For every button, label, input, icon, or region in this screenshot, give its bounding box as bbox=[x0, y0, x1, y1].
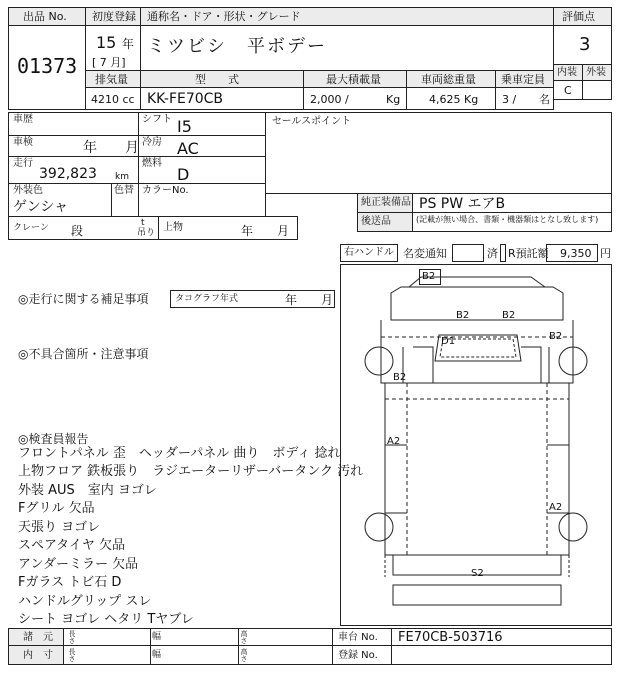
max-load-value: 2,000 / bbox=[310, 93, 349, 106]
model-label: 型 式 bbox=[195, 73, 239, 86]
tachograph-label: タコグラフ年式 bbox=[175, 294, 239, 304]
first-reg-year: 15 bbox=[96, 33, 117, 52]
fuel-cell bbox=[138, 156, 266, 184]
capacity-label: 乗車定員 bbox=[501, 73, 545, 86]
displacement-label-cell bbox=[85, 70, 141, 88]
recycle-value: 9,350 bbox=[560, 247, 592, 260]
dims-row bbox=[63, 628, 333, 646]
dims-label: 諸 元 bbox=[23, 632, 53, 643]
interior-dims-row bbox=[63, 645, 333, 665]
rhd-label: 右ハンドル bbox=[344, 247, 394, 258]
lot-number-cell bbox=[8, 25, 86, 110]
sales-point-label: セールスポイント bbox=[272, 116, 352, 127]
max-load-unit: Kg bbox=[386, 93, 401, 106]
gross-weight-label-cell bbox=[406, 70, 496, 88]
width-label: 幅 bbox=[152, 632, 162, 642]
color-cell bbox=[8, 183, 112, 217]
ac-label: 冷房 bbox=[142, 137, 162, 148]
crane-ton-unit: t bbox=[141, 218, 145, 228]
deposit-box bbox=[500, 244, 506, 262]
crane-stage: 段 bbox=[71, 224, 84, 238]
color-no-label: カラーNo. bbox=[142, 185, 189, 196]
shift-label: シフト bbox=[142, 114, 172, 125]
capacity-unit: 名 bbox=[539, 93, 550, 106]
shift-cell bbox=[138, 112, 266, 136]
equipment-cell bbox=[412, 193, 612, 213]
fuel-value: D bbox=[177, 165, 190, 184]
rhd-cell bbox=[340, 244, 398, 262]
damage-mark: B2 bbox=[456, 310, 470, 321]
shift-value: I5 bbox=[177, 117, 192, 136]
exterior-grade-label: 外装 bbox=[586, 67, 606, 78]
max-load-label-cell bbox=[303, 70, 407, 88]
inspection-label: 車検 bbox=[13, 137, 33, 148]
sales-point-cell bbox=[265, 112, 612, 194]
gross-weight-cell bbox=[406, 87, 496, 110]
capacity-cell bbox=[495, 87, 554, 110]
height-label: 高さ bbox=[240, 630, 248, 644]
equipment-label: 純正装備品 bbox=[361, 197, 411, 208]
lot-label: 出品 No. bbox=[23, 10, 67, 23]
inspector-report-label: ◎検査員報告 bbox=[18, 432, 89, 446]
tachograph-value: 年 月 bbox=[285, 293, 334, 307]
interior-grade-label-cell bbox=[553, 64, 583, 81]
first-reg-cell bbox=[85, 25, 141, 71]
color-value: ゲンシャ bbox=[13, 199, 69, 215]
color-code-cell bbox=[111, 183, 139, 217]
aftermarket-note: (記載が無い場合、書類・機器類はとなし致します) bbox=[416, 215, 599, 224]
report-line: シート ヨゴレ ヘタリ Tヤブレ bbox=[18, 612, 194, 627]
fuel-label: 燃料 bbox=[142, 158, 162, 169]
inspection-value: 年 月 bbox=[83, 140, 139, 156]
car-name-cell bbox=[140, 25, 554, 71]
crane-cell bbox=[8, 216, 159, 240]
color-label: 外装色 bbox=[13, 185, 43, 196]
damage-mark: B2 bbox=[549, 331, 563, 342]
registration-label-cell bbox=[332, 645, 392, 665]
chassis-label-cell bbox=[332, 628, 392, 646]
capacity-value: 3 / bbox=[502, 93, 517, 106]
first-reg-label-cell bbox=[85, 7, 141, 26]
score-label-cell bbox=[553, 7, 612, 26]
report-line: Fガラス トビ石 D bbox=[18, 575, 122, 590]
max-load-cell bbox=[303, 87, 407, 110]
max-load-label: 最大積載量 bbox=[326, 73, 381, 86]
deposit-label: 済 bbox=[487, 247, 498, 260]
first-reg-month: [ 7 月] bbox=[92, 56, 126, 69]
report-line: スペアタイヤ 欠品 bbox=[18, 538, 125, 553]
chassis-value: FE70CB-503716 bbox=[398, 630, 503, 645]
loading-label: 上物 bbox=[163, 222, 183, 233]
model-value: KK-FE70CB bbox=[147, 91, 224, 107]
damage-mark: S2 bbox=[471, 568, 484, 579]
ac-value: AC bbox=[177, 139, 199, 158]
recycle-label: R預託額 bbox=[508, 247, 549, 260]
width-label: 幅 bbox=[152, 650, 162, 660]
first-reg-label: 初度登録 bbox=[92, 10, 136, 23]
equipment-label-cell bbox=[357, 193, 413, 213]
interior-grade-cell bbox=[553, 80, 583, 100]
crane-label: クレーン bbox=[13, 223, 49, 233]
registration-cell bbox=[391, 645, 612, 665]
damage-mark: A2 bbox=[549, 502, 563, 513]
crane-lift-label: 吊り bbox=[137, 228, 156, 238]
dims-divider bbox=[238, 628, 239, 665]
capacity-label-cell bbox=[495, 70, 554, 88]
report-line: 外装 AUS 室内 ヨゴレ bbox=[18, 483, 157, 498]
registration-label: 登録 No. bbox=[338, 650, 378, 661]
color-code-label: 色替 bbox=[114, 185, 134, 196]
mileage-cell bbox=[8, 156, 139, 184]
aftermarket-cell bbox=[412, 212, 612, 232]
equipment-value: PS PW エアB bbox=[419, 196, 506, 212]
history-cell bbox=[8, 112, 139, 136]
report-line: ハンドルグリップ スレ bbox=[18, 594, 152, 609]
score-label: 評価点 bbox=[562, 10, 595, 23]
driving-notes-label: ◎走行に関する補足事項 bbox=[18, 292, 149, 306]
inspection-cell bbox=[8, 135, 139, 157]
dims-divider bbox=[150, 628, 151, 665]
damage-mark: B2 bbox=[502, 310, 516, 321]
damage-mark: A2 bbox=[387, 436, 401, 447]
score-cell bbox=[553, 25, 612, 65]
gross-weight-value: 4,625 Kg bbox=[429, 93, 479, 106]
mileage-label: 走行 bbox=[13, 158, 33, 169]
loading-date: 年 月 bbox=[241, 224, 290, 238]
chassis-label: 車台 No. bbox=[338, 632, 378, 643]
chassis-cell bbox=[391, 628, 612, 646]
exterior-grade-label-cell bbox=[582, 64, 612, 81]
lot-number: 01373 bbox=[17, 54, 78, 78]
model-label-cell bbox=[140, 70, 304, 88]
interior-grade-value: C bbox=[564, 84, 572, 97]
damage-mark: B2 bbox=[393, 372, 407, 383]
mileage-value: 392,823 bbox=[39, 166, 97, 182]
displacement-label: 排気量 bbox=[95, 73, 128, 86]
aftermarket-label-cell bbox=[357, 212, 413, 232]
defects-label: ◎不具合箇所・注意事項 bbox=[18, 347, 149, 361]
mileage-unit: km bbox=[115, 172, 129, 182]
report-line: 天張り ヨゴレ bbox=[18, 520, 101, 535]
interior-grade-label: 内装 bbox=[557, 67, 577, 78]
car-name-label-cell bbox=[140, 7, 554, 26]
report-line: 上物フロア 鉄板張り ラジエーターリザーバータンク 汚れ bbox=[18, 464, 364, 479]
exterior-grade-cell bbox=[582, 80, 612, 100]
gross-weight-label: 車両総重量 bbox=[421, 73, 476, 86]
model-cell bbox=[140, 87, 304, 110]
height-label: 高さ bbox=[240, 648, 248, 662]
ac-cell bbox=[138, 135, 266, 157]
length-label: 長さ bbox=[68, 630, 76, 644]
lot-label-cell bbox=[8, 7, 86, 26]
year-unit: 年 bbox=[122, 37, 135, 51]
damage-mark: B2 bbox=[422, 271, 436, 282]
recycle-cell bbox=[546, 244, 598, 262]
damage-mark: D1 bbox=[441, 336, 456, 347]
report-line: アンダーミラー 欠品 bbox=[18, 557, 139, 572]
interior-dims-label-cell bbox=[8, 645, 64, 665]
displacement-value: 4210 cc bbox=[91, 93, 135, 106]
history-label: 車歴 bbox=[13, 114, 33, 125]
report-line: Fグリル 欠品 bbox=[18, 501, 95, 516]
name-change-label: 名変通知 bbox=[403, 247, 447, 260]
car-name-label: 通称名・ドア・形状・グレード bbox=[147, 10, 301, 23]
recycle-unit: 円 bbox=[600, 247, 611, 260]
loading-cell bbox=[158, 216, 298, 240]
color-no-cell bbox=[138, 183, 266, 217]
length-label: 長さ bbox=[68, 648, 76, 662]
displacement-cell bbox=[85, 87, 141, 110]
interior-dims-label: 内 寸 bbox=[23, 650, 53, 661]
car-name: ミツビシ 平ボデー bbox=[147, 36, 327, 57]
tachograph-cell bbox=[170, 290, 335, 308]
score-value: 3 bbox=[579, 34, 591, 55]
name-change-box bbox=[452, 244, 484, 262]
aftermarket-label: 後送品 bbox=[361, 216, 391, 227]
dims-label-cell bbox=[8, 628, 64, 646]
report-line: フロントパネル 歪 ヘッダーパネル 曲り ボディ 捻れ bbox=[18, 446, 341, 461]
damage-diagram bbox=[340, 264, 612, 626]
